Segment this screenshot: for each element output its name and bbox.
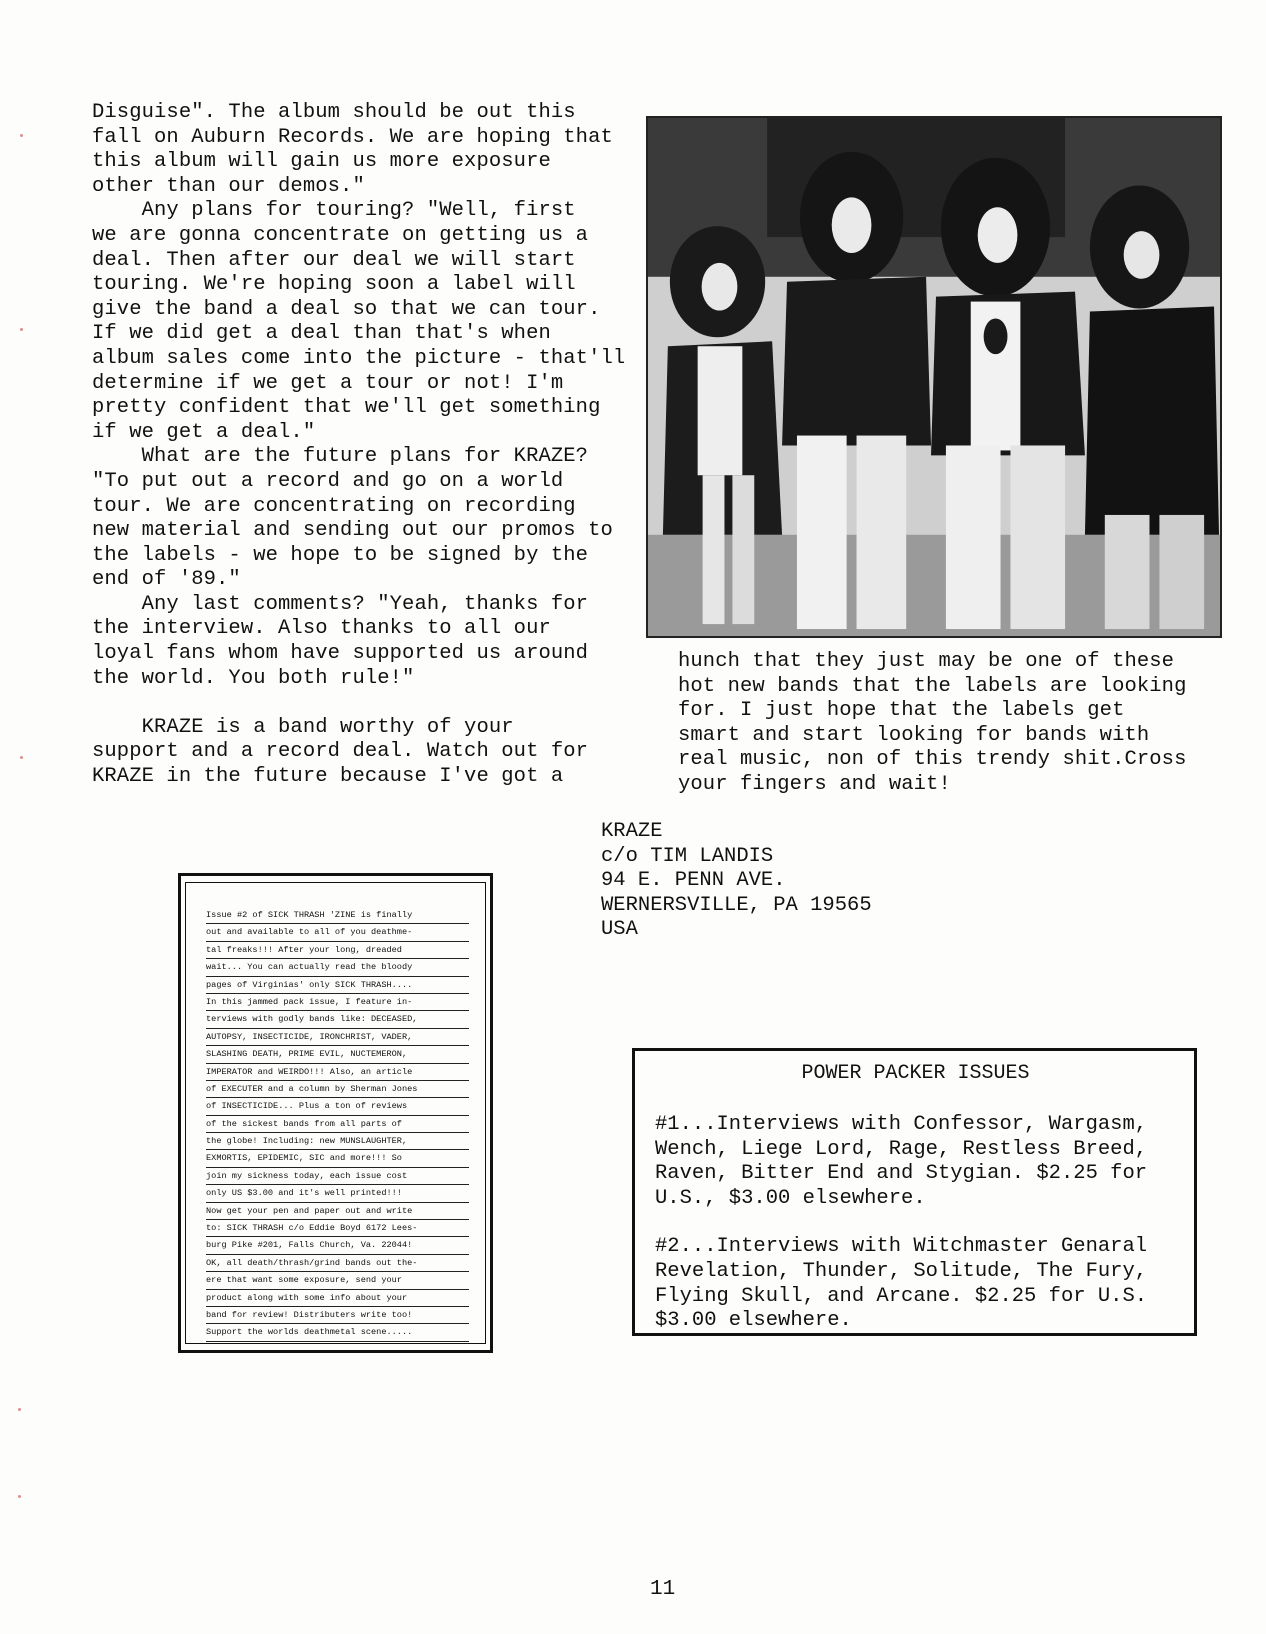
band-photo [646,116,1222,638]
ad-line: AUTOPSY, INSECTICIDE, IRONCHRIST, VADER, [206,1029,469,1046]
text-line: Disguise". The album should be out this [92,101,576,124]
issues-title: POWER PACKER ISSUES [801,1062,1030,1085]
text-line: What are the future plans for KRAZE? [92,445,589,469]
text-line: give the band a deal so that we can tour. [92,297,601,321]
text-line: for. I just hope that the labels get [678,699,1125,723]
ad-line: product along with some info about your [206,1290,469,1307]
power-packer-issues-box [632,1048,1197,1336]
text-line: Any last comments? "Yeah, thanks for [92,592,589,616]
ad-line: OK, all death/thrash/grind bands out the- [206,1255,469,1272]
issue-line: $3.00 elsewhere. [655,1309,852,1333]
ad-line: burg Pike #201, Falls Church, Va. 22044! [206,1237,469,1254]
text-line: we are gonna concentrate on getting us a [92,223,589,247]
text-line: new material and sending out our promos to [92,519,613,543]
band-photo-illustration [648,118,1220,636]
issue-line: U.S., $3.00 elsewhere. [655,1186,926,1210]
margin-speck [20,134,23,137]
text-line: loyal fans whom have supported us around [92,642,589,666]
ad-line: Support the worlds deathmetal scene..... [206,1324,469,1341]
text-line: the world. You both rule!" [92,666,415,690]
text-line: other than our demos." [92,174,365,198]
margin-speck [20,756,23,759]
address-line: c/o TIM LANDIS [601,844,774,868]
ad-line: of EXECUTER and a column by Sherman Jones [206,1081,469,1098]
address-line: WERNERSVILLE, PA 19565 [601,893,872,917]
text-line: if we get a deal." [92,420,316,444]
text-line: the interview. Also thanks to all our [92,617,551,641]
issue-entry [655,1113,1176,1211]
text-line: tour. We are concentrating on recording [92,494,576,518]
issue-line: Raven, Bitter End and Stygian. $2.25 for [655,1162,1148,1186]
text-line: album sales come into the picture - that'll [92,346,626,370]
ad-line: of the sickest bands from all parts of [206,1116,469,1133]
text-line: "To put out a record and go on a world [92,469,564,493]
text-line: hot new bands that the labels are looking [678,674,1187,698]
issue-line: Flying Skull, and Arcane. $2.25 for U.S. [655,1284,1148,1308]
ad-line: only US $3.00 and it's well printed!!! [206,1185,469,1202]
text-line: deal. Then after our deal we will start [92,248,576,272]
address-line: USA [601,918,638,942]
ad-line: Issue #2 of SICK THRASH 'ZINE is finally [206,907,469,924]
text-line: smart and start looking for bands with [678,723,1150,747]
address-line: 94 E. PENN AVE. [601,869,786,893]
ad-line: SLASHING DEATH, PRIME EVIL, NUCTEMERON, [206,1046,469,1063]
zine-ad-box [178,873,493,1353]
ad-line: to: SICK THRASH c/o Eddie Boyd 6172 Lees- [206,1220,469,1237]
ad-line: band for review! Distributers write too! [206,1307,469,1324]
ad-line: terviews with godly bands like: DECEASED, [206,1011,469,1028]
text-line: this album will gain us more exposure [92,150,551,174]
text-line [92,691,632,716]
margin-speck [18,1408,21,1411]
issue-line: Wench, Liege Lord, Rage, Restless Breed, [655,1137,1148,1161]
text-line: Any plans for touring? "Well, first [92,199,576,223]
text-line: your fingers and wait! [678,772,951,796]
issue-entry [655,1235,1176,1333]
ad-line: EXMORTIS, EPIDEMIC, SIC and more!!! So [206,1150,469,1167]
margin-speck [18,1495,21,1498]
left-text-column [92,101,632,790]
text-line: KRAZE in the future because I've got a [92,765,564,789]
text-line: If we did get a deal than that's when [92,322,551,346]
text-line: touring. We're hoping soon a label will [92,273,576,297]
text-line: end of '89." [92,568,241,592]
text-line: the labels - we hope to be signed by the [92,543,589,567]
band-address [601,820,872,943]
ad-line: pages of Virginias' only SICK THRASH.... [206,977,469,994]
ad-line: tal freaks!!! After your long, dreaded [206,942,469,959]
ad-line: In this jammed pack issue, I feature in- [206,994,469,1011]
text-line: real music, non of this trendy shit.Cross [678,748,1187,772]
right-text-column [678,650,1198,798]
ad-line: Now get your pen and paper out and write [206,1203,469,1220]
text-line: pretty confident that we'll get something [92,396,601,420]
text-line: hunch that they just may be one of these [678,650,1175,673]
ad-line: join my sickness today, each issue cost [206,1168,469,1185]
zine-ad-inner [185,882,486,1344]
ad-line: ere that want some exposure, send your [206,1272,469,1289]
address-line: KRAZE [601,820,663,843]
ad-line: wait... You can actually read the bloody [206,959,469,976]
ad-line: IMPERATOR and WEIRDO!!! Also, an article [206,1064,469,1081]
issue-line: #2...Interviews with Witchmaster Genaral [655,1235,1148,1259]
margin-speck [20,328,23,331]
text-line: support and a record deal. Watch out for [92,740,589,764]
page-number: 11 [650,1578,676,1601]
issue-line: Revelation, Thunder, Solitude, The Fury, [655,1259,1148,1283]
issues-list [655,1113,1176,1334]
ad-line: out and available to all of you deathme- [206,924,469,941]
text-line: determine if we get a tour or not! I'm [92,371,564,395]
ad-line: of INSECTICIDE... Plus a ton of reviews [206,1098,469,1115]
issue-line: #1...Interviews with Confessor, Wargasm, [655,1113,1148,1136]
ad-line: the globe! Including: new MUNSLAUGHTER, [206,1133,469,1150]
text-line: KRAZE is a band worthy of your [92,715,514,739]
text-line: fall on Auburn Records. We are hoping that [92,125,613,149]
